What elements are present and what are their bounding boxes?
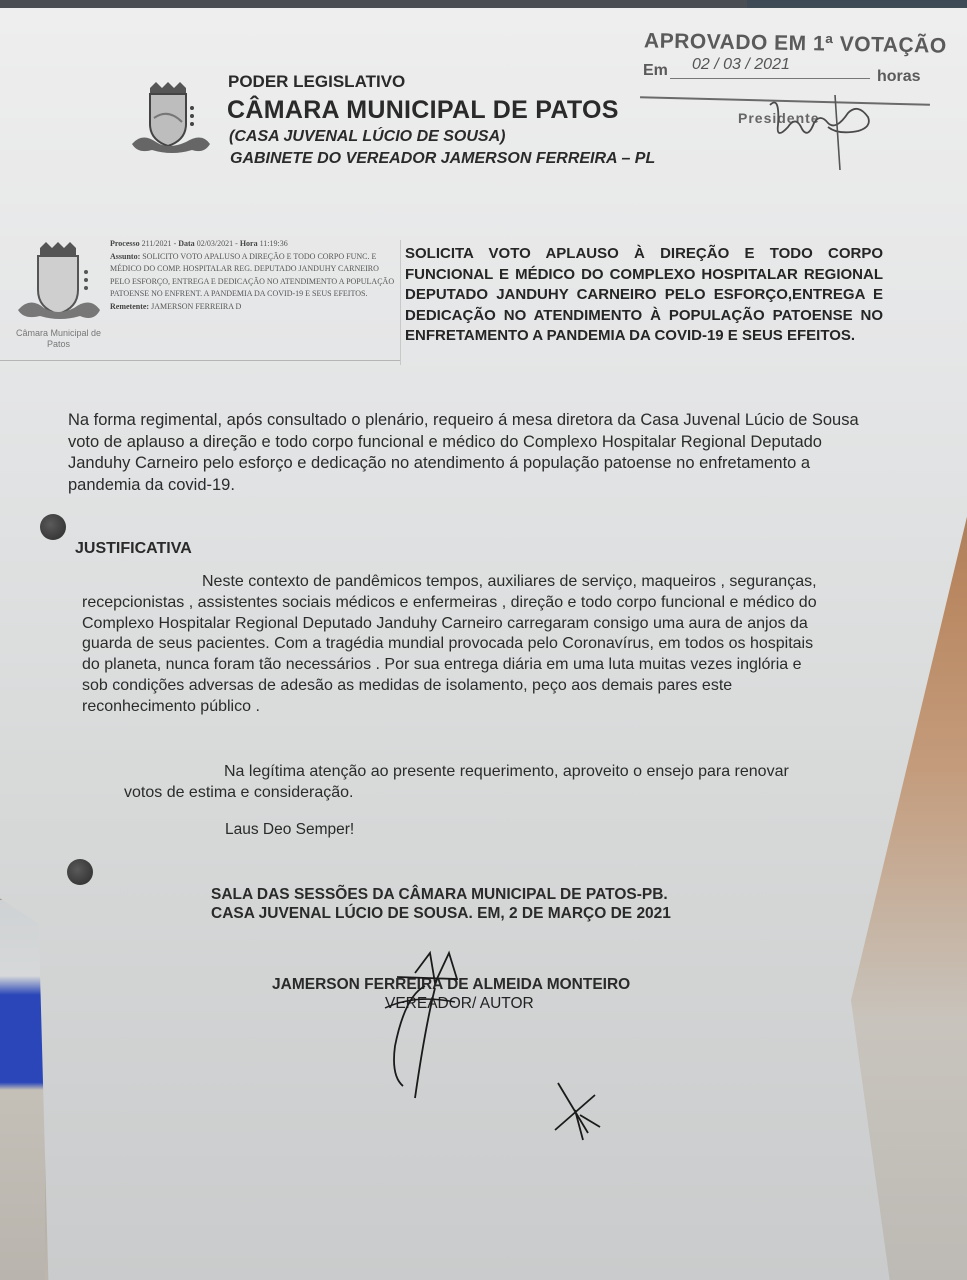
protocol-crest-icon: [14, 238, 106, 328]
background-left: [0, 900, 45, 1280]
approval-stamp-horas-label: horas: [877, 68, 921, 85]
justification-heading: JUSTIFICATIVA: [75, 540, 192, 557]
protocol-vertical-divider: [400, 240, 401, 365]
header-title: CÂMARA MUNICIPAL DE PATOS: [227, 96, 619, 124]
punch-hole-bottom: [67, 859, 93, 885]
location-line-2: CASA JUVENAL LÚCIO DE SOUSA. EM, 2 DE MARÇO DE 2021: [211, 905, 671, 922]
author-signature-icon: [375, 948, 495, 1098]
motto: Laus Deo Semper!: [225, 821, 355, 838]
initials-mark-icon: [550, 1075, 620, 1145]
closing-paragraph: Na legítima atenção ao presente requerimento, aproveito o ensejo para renovar votos de estima e consideração.: [124, 763, 789, 801]
signer-role: VEREADOR/ AUTOR: [385, 995, 534, 1012]
municipal-crest-icon: [128, 78, 214, 156]
header-subtitle: (CASA JUVENAL LÚCIO DE SOUSA): [229, 128, 506, 145]
processo-value: 211/2021: [141, 239, 172, 248]
approval-date-handwritten: 02 / 03 / 2021: [692, 56, 790, 73]
intro-paragraph: Na forma regimental, após consultado o plenário, requeiro á mesa diretora da Casa Juvenal Lúcio de Sousa voto de aplauso a direção e todo corpo funcional e médico do Complexo Hospitalar Regional Deputado Janduhy Carneiro pelo esforço e dedicação no atendimento á população patoense no enfretamento a pandemia da covid-19.: [68, 411, 859, 494]
data-value: 02/03/2021: [196, 239, 234, 248]
signer-name: JAMERSON FERREIRA DE ALMEIDA MONTEIRO: [272, 976, 631, 993]
header-office: GABINETE DO VEREADOR JAMERSON FERREIRA – PL: [230, 150, 656, 167]
processo-label: Processo: [110, 239, 140, 248]
remetente-label: Remetente:: [110, 301, 150, 311]
punch-hole-top: [40, 514, 66, 540]
president-signature-icon: [740, 75, 880, 165]
hora-label: Hora: [239, 239, 258, 248]
approval-stamp-role: Presidente: [738, 110, 820, 126]
approval-stamp-em-label: Em: [643, 62, 668, 79]
assunto-label: Assunto:: [110, 251, 141, 261]
justification-paragraph: Neste contexto de pandêmicos tempos, auxiliares de serviço, maqueiros , seguranças, recepcionistas , assistentes sociais médicos e enfermeiras , direção e todo corpo funcional e médico do Complexo Hospitalar Regional Deputado Janduhy Carneiro carregaram consigo uma aura de anjos da guarda de seus pacientes. Com a tragédia mundial provocada pelo Coronavírus, em todos os hospitais do planeta, nunca foram tão necessários . Por sua entrega diária em uma luta muitas vezes inglória e sob condições adversas de adesão as medidas de isolamento, peço aos demais pares este reconhecimento público .: [82, 573, 817, 715]
protocol-divider: [0, 360, 400, 361]
document-subject: SOLICITA VOTO APLAUSO À DIREÇÃO E TODO CORPO FUNCIONAL E MÉDICO DO COMPLEXO HOSPITALAR REGIONAL DEPUTADO JANDUHY CARNEIRO PELO ESFORÇO,ENTREGA E DEDICAÇÃO NO ATENDIMENTO À POPULAÇÃO PATOENSE NO ENFRETAMENTO A PANDEMIA DA COVID-19 E SEUS EFEITOS.: [405, 245, 883, 344]
data-label: Data: [178, 239, 195, 248]
protocol-stamp: Processo 211/2021 - Data 02/03/2021 - Hora 11:19:36 Assunto: SOLICITO VOTO APALUSO A DIREÇÃO E TODO CORPO FUNC. E MÉDICO DO COMP. HOSPITALAR REG. DEPUTADO JANDUHY CARNEIRO PELO ESFORÇO, ENTREGA E DEDICAÇÃO NO ATENDIMENTO A POPULAÇÃO PATOENSE NO ENFRENT. A PANDEMIA DA COVID-19 E SEUS EFEITOS. Remetente: JAMERSON FERREIRA D: [110, 239, 395, 311]
remetente-value: JAMERSON FERREIRA D: [151, 301, 242, 311]
location-line-1: SALA DAS SESSÕES DA CÂMARA MUNICIPAL DE PATOS-PB.: [211, 886, 668, 903]
assunto-value: SOLICITO VOTO APALUSO A DIREÇÃO E TODO CORPO FUNC. E MÉDICO DO COMP. HOSPITALAR REG. DEPUTADO JANDUHY CARNEIRO PELO ESFORÇO, ENTREGA E DEDICAÇÃO NO ATENDIMENTO A POPULAÇÃO PATOENSE NO ENFRENT. A PANDEMIA DA COVID-19 E SEUS EFEITOS.: [110, 251, 395, 298]
hora-value: 11:19:36: [259, 239, 288, 248]
approval-stamp-title: APROVADO EM 1ª VOTAÇÃO: [643, 29, 947, 58]
protocol-crest-caption: Câmara Municipal de Patos: [15, 328, 102, 349]
header-line-poder-legislativo: PODER LEGISLATIVO: [228, 72, 406, 91]
